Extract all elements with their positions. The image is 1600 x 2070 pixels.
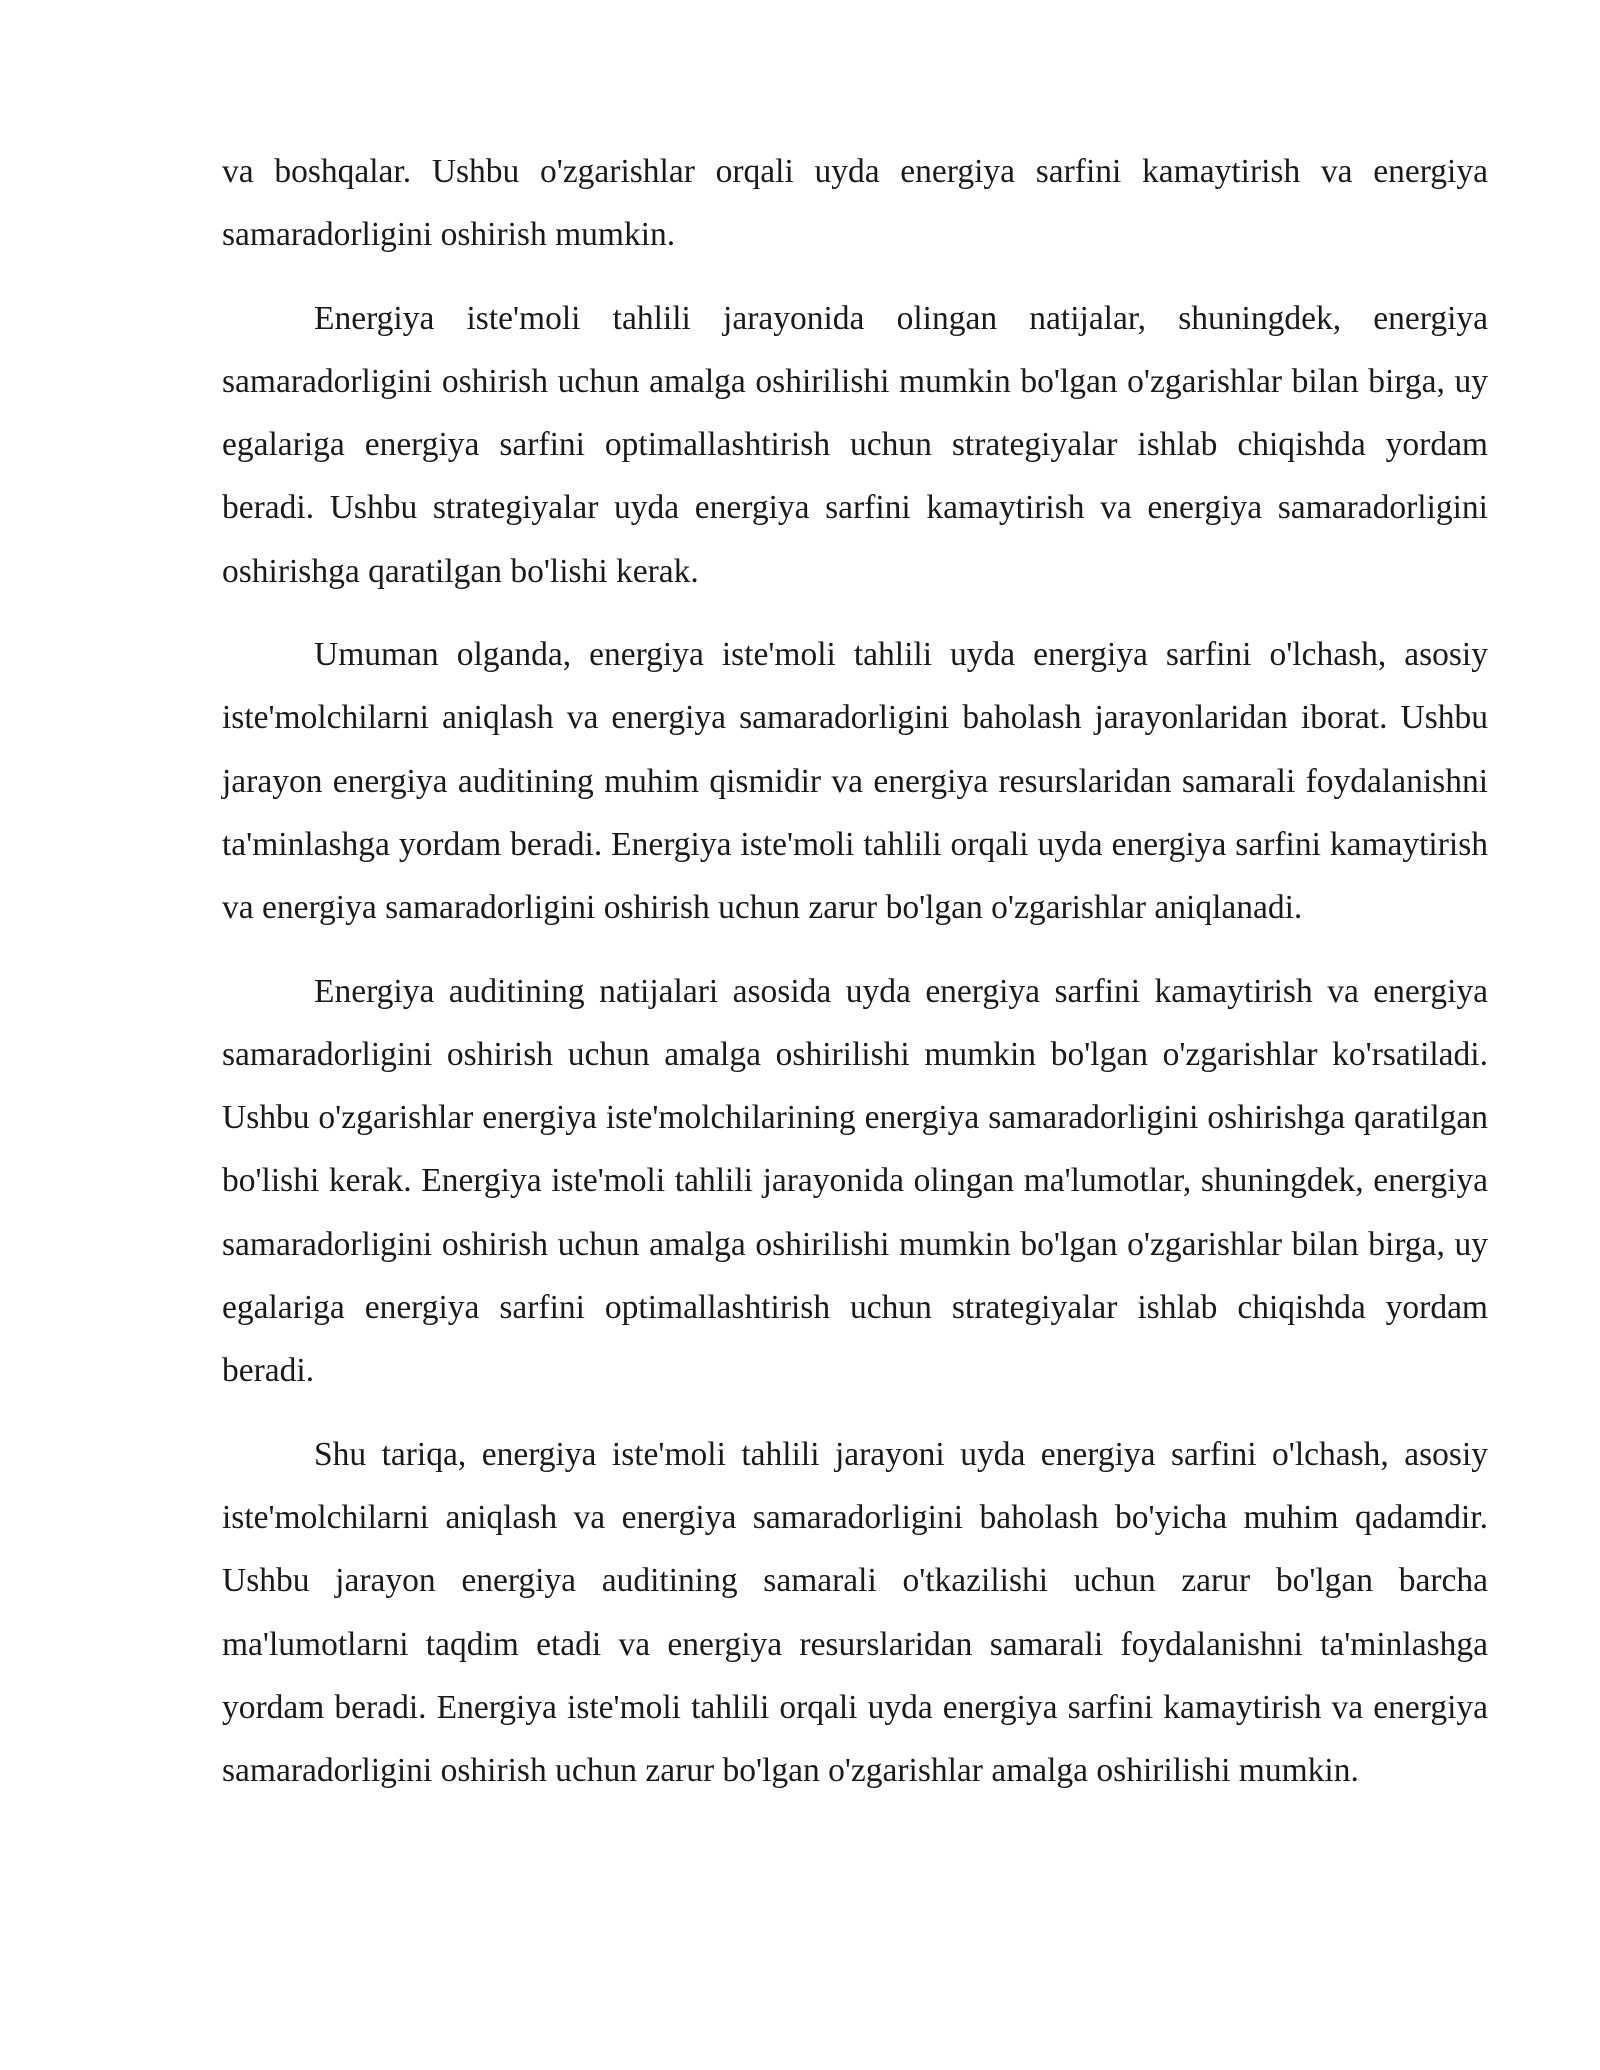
paragraph-4: Energiya auditining natijalari asosida uyda energiya sarfini kamaytirish va energiya samaradorligini oshirish uchun amalga oshirilishi mumkin bo'lgan o'zgarishlar ko'rsatiladi. Ushbu o'zgarishlar energiya iste'molchilarining energiya samaradorligini oshirishga qaratilgan bo'lishi kerak. Energiya iste'moli tahlili jarayonida olingan ma'lumotlar, shuningdek, energiya samaradorligini oshirish uchun amalga oshirilishi mumkin bo'lgan o'zgarishlar bilan birga, uy egalariga energiya sarfini optimallashtirish uchun strategiyalar ishlab chiqishda yordam beradi. [222, 972, 1488, 1390]
document-body [222, 140, 1488, 1822]
paragraph-5: Shu tariqa, energiya iste'moli tahlili jarayoni uyda energiya sarfini o'lchash, asosiy iste'molchilarni aniqlash va energiya samaradorligini baholash bo'yicha muhim qadamdir. Ushbu jarayon energiya auditining samarali o'tkazilishi uchun zarur bo'lgan barcha ma'lumotlarni taqdim etadi va energiya resurslaridan samarali foydalanishni ta'minlashga yordam beradi. Energiya iste'moli tahlili orqali uyda energiya sarfini kamaytirish va energiya samaradorligini oshirish uchun zarur bo'lgan o'zgarishlar amalga oshirilishi mumkin. [222, 1435, 1488, 1790]
paragraph-2: Energiya iste'moli tahlili jarayonida olingan natijalar, shuningdek, energiya samaradorligini oshirish uchun amalga oshirilishi mumkin bo'lgan o'zgarishlar bilan birga, uy egalariga energiya sarfini optimallashtirish uchun strategiyalar ishlab chiqishda yordam beradi. Ushbu strategiyalar uyda energiya sarfini kamaytirish va energiya samaradorligini oshirishga qaratilgan bo'lishi kerak. [222, 299, 1488, 590]
paragraph-1: va boshqalar. Ushbu o'zgarishlar orqali uyda energiya sarfini kamaytirish va energiya samaradorligini oshirish mumkin. [222, 153, 1488, 254]
paragraph-3: Umuman olganda, energiya iste'moli tahlili uyda energiya sarfini o'lchash, asosiy iste'molchilarni aniqlash va energiya samaradorligini baholash jarayonlaridan iborat. Ushbu jarayon energiya auditining muhim qismidir va energiya resurslaridan samarali foydalanishni ta'minlashga yordam beradi. Energiya iste'moli tahlili orqali uyda energiya sarfini kamaytirish va energiya samaradorligini oshirish uchun zarur bo'lgan o'zgarishlar aniqlanadi. [222, 636, 1488, 927]
